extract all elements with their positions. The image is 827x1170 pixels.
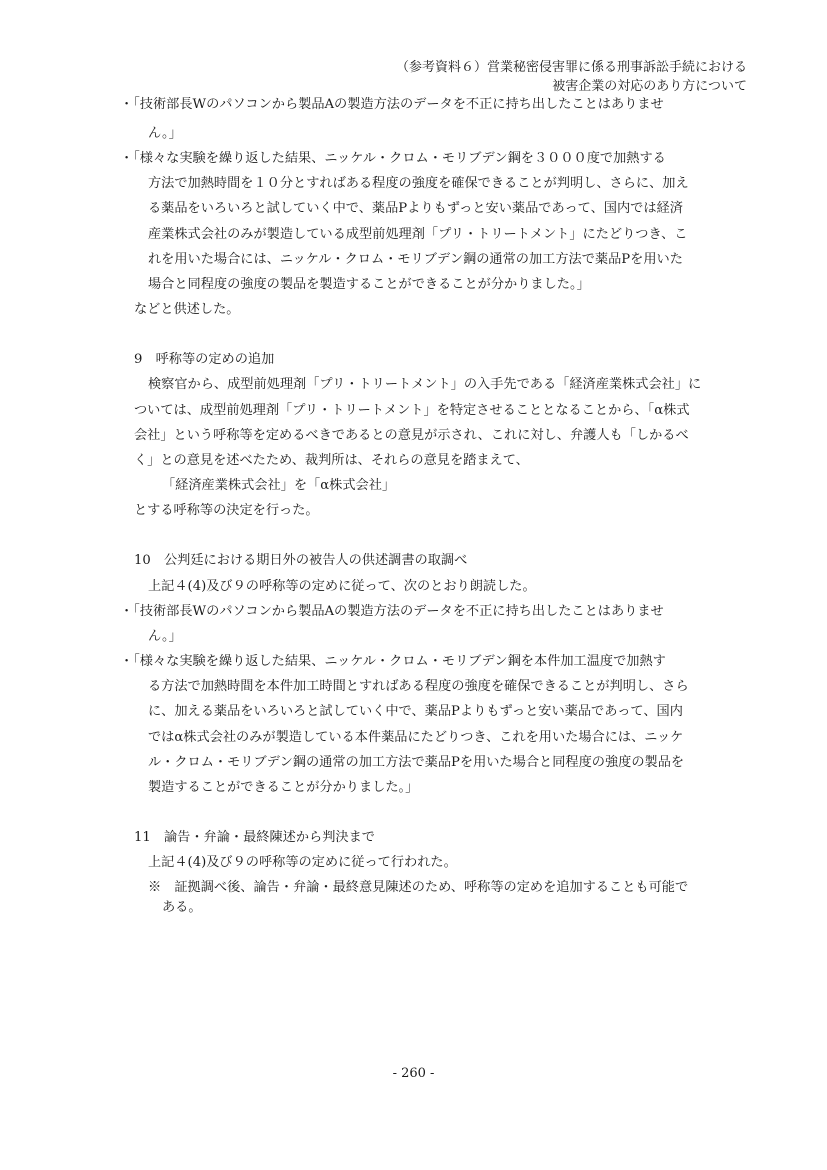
page-header — [396, 58, 747, 96]
statement-a-item2-line5: れを用いた場合には、ニッケル・クロム・モリブデン鋼の通常の加工方法で薬品Pを用いた — [148, 252, 683, 267]
section10-item1-line2: ん。」 — [148, 629, 182, 644]
statement-a-item2-line1: ・「様々な実験を繰り返した結果、ニッケル・クロム・モリブデン鋼を３０００度で加熱する — [120, 151, 666, 166]
statement-a-item2-line2: 方法で加熱時間を１０分とすればある程度の強度を確保できることが判明し、さらに、加え — [148, 176, 689, 191]
statement-a-item1-line1: ・「技術部長Wのパソコンから製品Aの製造方法のデータを不正に持ち出したことはありませ — [120, 97, 664, 112]
section9-body-line2: ついては、成型前処理剤「プリ・トリートメント」を特定させることとなることから、「α株式 — [134, 403, 690, 418]
section10-item2-line3: に、加える薬品をいろいろと試していく中で、薬品Pよりもずっと安い薬品であって、国内 — [148, 704, 683, 719]
section10-intro: 上記４(4)及び９の呼称等の定めに従って、次のとおり朗読した。 — [148, 579, 536, 594]
page-number: - 260 - — [392, 1066, 435, 1081]
section10-item2-line6: 製造することができることが分かりました。」 — [148, 780, 419, 795]
section10-item1-line1: ・「技術部長Wのパソコンから製品Aの製造方法のデータを不正に持ち出したことはありませ — [120, 604, 664, 619]
section10-item2-line5: ル・クロム・モリブデン鋼の通常の加工方法で薬品Pを用いた場合と同程度の強度の製品を — [148, 755, 685, 770]
section10-item2-line1: ・「様々な実験を繰り返した結果、ニッケル・クロム・モリブデン鋼を本件加工温度で加熱す — [120, 654, 666, 669]
statement-a-item2-line6: 場合と同程度の強度の製品を製造することができることが分かりました。」 — [148, 277, 590, 292]
section11-note-line2: ある。 — [162, 900, 202, 915]
section11-note-line1: ※ 証拠調べ後、論告・弁論・最終意見陳述のため、呼称等の定めを追加することも可能で — [148, 880, 689, 895]
section9-body-line1: 検察官から、成型前処理剤「プリ・トリートメント」の入手先である「経済産業株式会社」に — [148, 377, 702, 392]
section10-item2-line2: る方法で加熱時間を本件加工時間とすればある程度の強度を確保できることが判明し、さら — [148, 679, 689, 694]
header-line-2: 被害企業の対応のあり方について — [552, 79, 747, 94]
statement-a-item2-line4: 産業株式会社のみが製造している成型前処理剤「プリ・トリートメント」にたどりつき、こ — [148, 227, 688, 242]
header-line-1: （参考資料６）営業秘密侵害罪に係る刑事訴訟手続における — [395, 60, 747, 75]
section10-item2-line4: ではα株式会社のみが製造している本件薬品にたどりつき、これを用いた場合には、ニッケ — [148, 730, 684, 745]
section9-body-line4: く」との意見を述べたため、裁判所は、それらの意見を踏まえて、 — [134, 453, 529, 468]
section11-intro: 上記４(4)及び９の呼称等の定めに従って行われた。 — [148, 855, 457, 870]
section10-heading: 10 公判廷における期日外の被告人の供述調書の取調べ — [134, 553, 468, 568]
statement-a-item1-line2: ん。」 — [148, 126, 182, 141]
section9-heading: 9 呼称等の定めの追加 — [134, 352, 275, 367]
section9-closing: とする呼称等の決定を行った。 — [134, 503, 319, 518]
statement-a-item2-line3: る薬品をいろいろと試していく中で、薬品Pよりもずっと安い薬品であって、国内では経済 — [148, 201, 683, 216]
section9-body-line3: 会社」という呼称等を定めるべきであるとの意見が示され、これに対し、弁護人も「しかるべ — [134, 428, 689, 443]
section11-heading: 11 論告・弁論・最終陳述から判決まで — [134, 830, 375, 845]
statement-a-closing: などと供述した。 — [134, 302, 240, 317]
section9-quote: 「経済産業株式会社」を「α株式会社」 — [162, 478, 396, 493]
